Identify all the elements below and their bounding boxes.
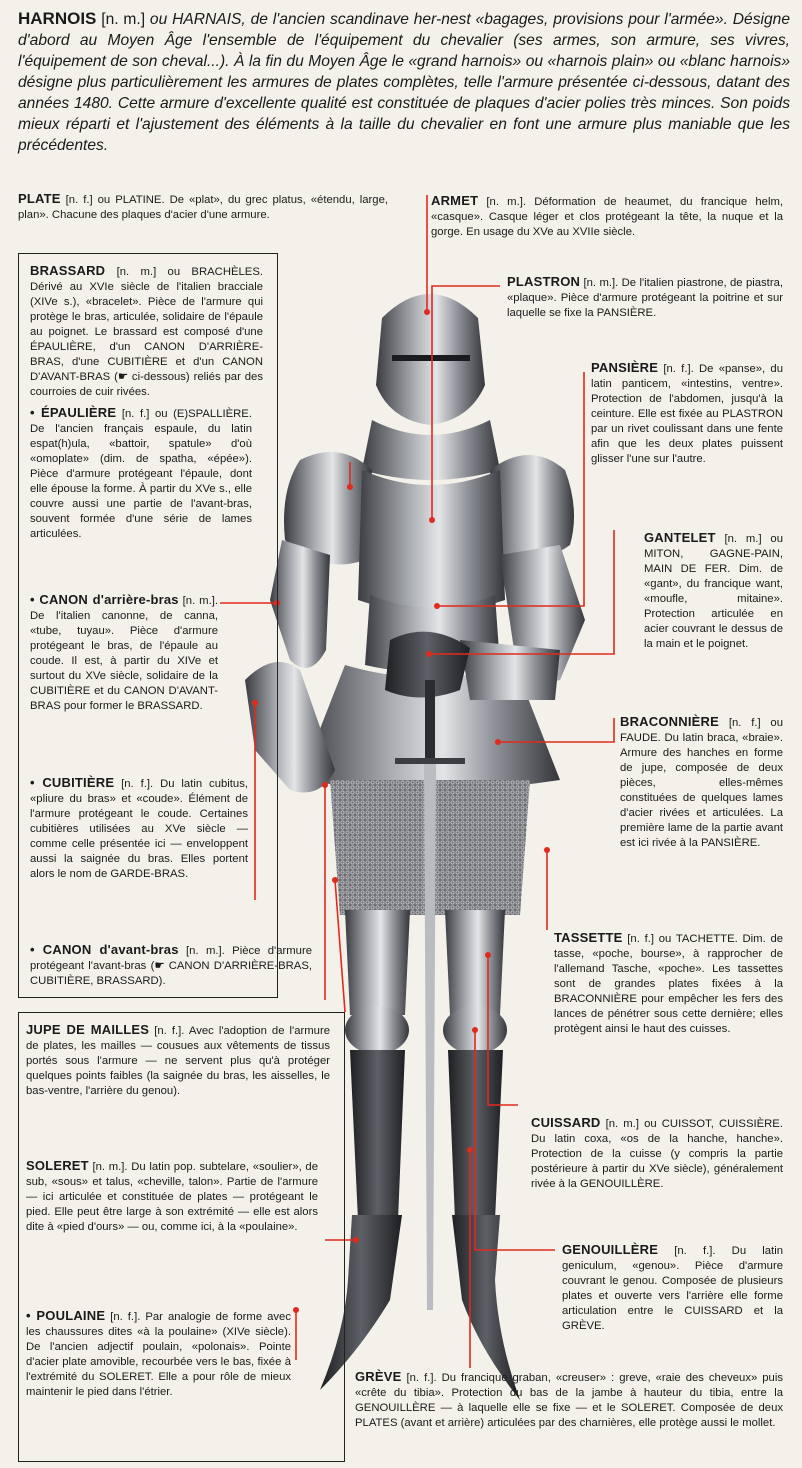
entry-brassard — [30, 263, 263, 400]
def-poulaine: Par analogie de forme avec les chaussures dites «à la poulaine» (XIVe siècle). De l'ancien adjectif poulain, «polonais». Pointe d'acier plate amovible, recourbée vers le bas, fixée à l'extrémité du SOLERET. Elle a pour rôle de mieux maintenir le pied dans l'étrier. — [26, 1311, 291, 1398]
gram-jupe: [n. f.]. — [154, 1025, 185, 1037]
term-genouillere: GENOUILLÈRE — [562, 1242, 659, 1257]
entry-genouillere — [562, 1242, 783, 1334]
dot-plastron — [429, 517, 435, 523]
term-epauliere: • ÉPAULIÈRE — [30, 405, 117, 420]
entry-braconniere — [620, 714, 783, 851]
gram-canon-arriere: [n. m.]. — [182, 595, 218, 607]
entry-armet — [431, 193, 783, 240]
gram-tassette: [n. f.] — [627, 933, 654, 945]
def-armet: Déformation de heaumet, du francique helm, «casque». Casque léger et clos protégeant la tête, la nuque et la gorge. En usage du XVe au XVIIe siècle. — [431, 196, 783, 238]
def-cuissard: ou CUISSOT, CUISSIÈRE. Du latin coxa, «os de la hanche, hanche». Protection de la cuisse (y compris la partie postérieure à partir du XVe siècle), généralement rivée à la GENOUILLÈRE. — [531, 1118, 783, 1190]
term-cubitiere: • CUBITIÈRE — [30, 775, 115, 790]
entry-greve — [355, 1369, 783, 1431]
entry-epauliere — [30, 405, 252, 542]
def-epauliere: ou (E)SPALLIÈRE. De l'ancien français espaule, du latin espat(h)ula, «battoir, spatule» d'où «omoplate» (dim. de spatha, «épée»). Pièce d'armure protégeant l'épaule, dont elle épouse la forme. À partir du XVe s., elle couvre aussi une partie de l'avant-bras, souvent formée d'une série de lames articulées. — [30, 408, 252, 540]
term-gantelet: GANTELET — [644, 530, 716, 545]
gram-greve: [n. f.]. — [406, 1372, 437, 1384]
gram-plastron: [n. m.]. — [583, 277, 619, 289]
def-plate: ou PLATINE. De «plat», du grec platus, «étendu, large, plan». Chacune des plaques d'acier d'une armure. — [18, 194, 388, 221]
def-tassette: ou TACHETTE. Dim. de tasse, «poche, bourse», à rapprocher de l'allemand Tasche, «poche». Les tassettes sont de grandes plates fixées à la BRACONNIÈRE pour empêcher les fers des lances de pénétrer sous cette dernière; elles protègent ainsi le haut des cuisses. — [554, 933, 784, 1035]
term-canon-arriere: • CANON d'arrière-bras — [30, 592, 179, 607]
term-greve: GRÈVE — [355, 1369, 402, 1384]
left-thigh-shape — [345, 910, 410, 1015]
headword-harnois: HARNOIS — [18, 9, 97, 28]
entry-soleret — [26, 1158, 318, 1235]
dot-greve — [467, 1147, 473, 1153]
dot-soleret — [353, 1237, 359, 1243]
term-plastron: PLASTRON — [507, 274, 581, 289]
def-greve: Du francique graban, «creuser» : greve, «raie des cheveux» puis «crête du tibia». Protection du bas de la jambe à hauteur du tibia, entre la GENOUILLÈRE — à laquelle elle se fixe — et le SOLERET. Composée de deux PLATES (avant et arrière) articulées par des charnières, elle protège aussi le mollet. — [355, 1372, 783, 1429]
def-braconniere: ou FAUDE. Du latin braca, «braie». Armure des hanches en forme de jupe, composée de deux pièces, elles-mêmes constituées de quelques lames d'acier rivées et articulées. La première lame de la partie avant est ici rivée à la PANSIÈRE. — [620, 717, 783, 849]
def-brassard: ou BRACHÈLES. Dérivé au XVIe siècle de l'italien bracciale (XIVe s.), «bracelet». Pièce de l'armure qui protège le bras, articulée, solidaire de l'épaule au poignet. Le brassard est composé d'une ÉPAULIÈRE, d'un CANON D'ARRIÈRE-BRAS, d'une CUBITIÈRE et d'un CANON D'AVANT-BRAS (☛ ci-dessous) reliés par des courroies de cuir rivées. — [30, 266, 263, 398]
def-canon-avant: Pièce d'armure protégeant l'avant-bras (☛ CANON D'ARRIÈRE-BRAS, CUBITIÈRE, BRASSARD). — [30, 945, 312, 987]
term-brassard: BRASSARD — [30, 263, 106, 278]
entry-plate — [18, 191, 388, 223]
term-plate: PLATE — [18, 191, 61, 206]
gram-genouillere: [n. f.]. — [674, 1245, 716, 1257]
gram-brassard: [n. m.] — [116, 266, 157, 278]
term-pansiere: PANSIÈRE — [591, 360, 659, 375]
dot-armet — [424, 309, 430, 315]
dot-braconniere — [495, 739, 501, 745]
gram-epauliere: [n. f.] — [121, 408, 150, 420]
term-cuissard: CUISSARD — [531, 1115, 601, 1130]
left-greave-shape — [350, 1050, 405, 1220]
gram-canon-avant: [n. m.]. — [186, 945, 225, 957]
dot-pansiere — [434, 603, 440, 609]
dot-canon-avant — [322, 782, 328, 788]
sword-grip — [425, 680, 435, 760]
sword-guard — [395, 758, 465, 764]
gram-soleret: [n. m.]. — [92, 1161, 128, 1173]
def-jupe: Avec l'adoption de l'armure de plates, les mailles — cousues aux vêtements de tissus portés sous l'armure — ne servent plus qu'à protéger quelques points faibles (la saignée du bras, les aisselles, le bas-ventre, l'arrière du genou). — [26, 1025, 331, 1097]
entry-tassette — [554, 930, 783, 1037]
term-poulaine: • POULAINE — [26, 1308, 106, 1323]
right-forearm-shape — [460, 640, 560, 700]
gram-cuissard: [n. m.] — [605, 1118, 639, 1130]
visor-slit — [392, 355, 470, 361]
entry-jupe — [26, 1022, 330, 1099]
sword-blade — [424, 764, 436, 1310]
entry-pansiere — [591, 360, 783, 467]
gram-pansiere: [n. f.]. — [663, 363, 694, 375]
gorget-shape — [362, 420, 500, 480]
headword-gram: [n. m.] — [101, 11, 146, 28]
dot-tassette — [544, 847, 550, 853]
gram-braconniere: [n. f.] — [728, 717, 761, 729]
dot-gantelet — [426, 651, 432, 657]
def-cubitiere: Du latin cubitus, «pliure du bras» et «coude». Élément de l'armure protégeant le coude. Certaines cubitières utilisées au XVe siècle — comme celle présentée ici — enveloppent aussi la saignée du bras. Elles portent alors le nom de GARDE-BRAS. — [30, 778, 248, 880]
gram-gantelet: [n. m.] — [724, 533, 762, 545]
gram-plate: [n. f.] — [65, 194, 93, 206]
right-thigh-shape — [445, 910, 505, 1015]
term-armet: ARMET — [431, 193, 479, 208]
def-gantelet: ou MITON, GAGNE-PAIN, MAIN DE FER. Dim. de «gant», du francique want, «moufle, mitaine». Protection articulée en acier couvrant le dessus de la main et le poignet. — [644, 533, 783, 650]
entry-gantelet — [644, 530, 783, 652]
gram-cubitiere: [n. f.]. — [121, 778, 154, 790]
entry-cubitiere — [30, 775, 248, 882]
def-plastron: De l'italien piastrone, de piastra, «plaque». Pièce d'armure protégeant la poitrine et sur laquelle se fixe la PANSIÈRE. — [507, 277, 783, 319]
dot-epauliere — [347, 484, 353, 490]
def-genouillere: Du latin geniculum, «genou». Pièce d'armure couvrant le genou. Composée de plusieurs plates et ouverte vers l'arrière elle forme articulation entre le CUISSARD et la GRÈVE. — [562, 1245, 783, 1332]
entry-cuissard — [531, 1115, 783, 1192]
gram-armet: [n. m.]. — [486, 196, 526, 208]
term-canon-avant: • CANON d'avant-bras — [30, 942, 179, 957]
entry-poulaine — [26, 1308, 291, 1400]
gram-poulaine: [n. f.]. — [110, 1311, 141, 1323]
entry-plastron — [507, 274, 783, 321]
entry-canon-arriere — [30, 592, 218, 714]
term-soleret: SOLERET — [26, 1158, 89, 1173]
dot-cuissard — [485, 952, 491, 958]
def-soleret: Du latin pop. subtelare, «soulier», de sub, «sous» et talus, «cheville, talon». Partie de l'armure — ici articulée et constituée de plates — protégeant le pied. Elle peut être large à son extrémité — elle est alors dite à «pied d'ours» — ou, comme ici, à la «poulaine». — [26, 1161, 318, 1233]
term-tassette: TASSETTE — [554, 930, 623, 945]
dot-genouillere — [472, 1027, 478, 1033]
intro-paragraph — [18, 8, 790, 156]
left-knee-shape — [345, 1006, 409, 1054]
term-braconniere: BRACONNIÈRE — [620, 714, 719, 729]
term-jupe: JUPE DE MAILLES — [26, 1022, 150, 1037]
dot-jupe — [332, 877, 338, 883]
intro-text: ou HARNAIS, de l'ancien scandinave her-nest «bagages, provisions pour l'armée». Désigne d'abord au Moyen Âge l'ensemble de l'équipement du chevalier (ses armes, son armure, ses vivres, l'équipement de son cheval...). À la fin du Moyen Âge le «grand harnois» ou «harnois plain» ou «blanc harnois» désigne plus particulièrement les armures de plates complètes, telle l'armure présentée ci-dessous, datant des années 1480. Cette armure d'excellente qualité est constituée de plaques d'acier polies très minces. Son poids mieux réparti et l'ajustement des éléments à la taille du chevalier en font une armure plus maniable que les précédentes. — [18, 11, 790, 154]
entry-canon-avant — [30, 942, 312, 989]
def-canon-arriere: De l'italien canonne, de canna, «tube, tuyau». Pièce d'armure protégeant le bras, de l'épaule au coude. Il est, à partir du XIVe et surtout du XVe siècle, solidaire de la CUBITIÈRE et du CANON D'AVANT-BRAS pour former le BRASSARD. — [30, 610, 218, 712]
def-pansiere: De «panse», du latin panticem, «intestins, ventre». Protection de l'abdomen, jusqu'à la ceinture. Elle est fixée au PLASTRON par un rivet coulissant dans une fente afin que les deux plates puissent glisser l'une sur l'autre. — [591, 363, 783, 465]
